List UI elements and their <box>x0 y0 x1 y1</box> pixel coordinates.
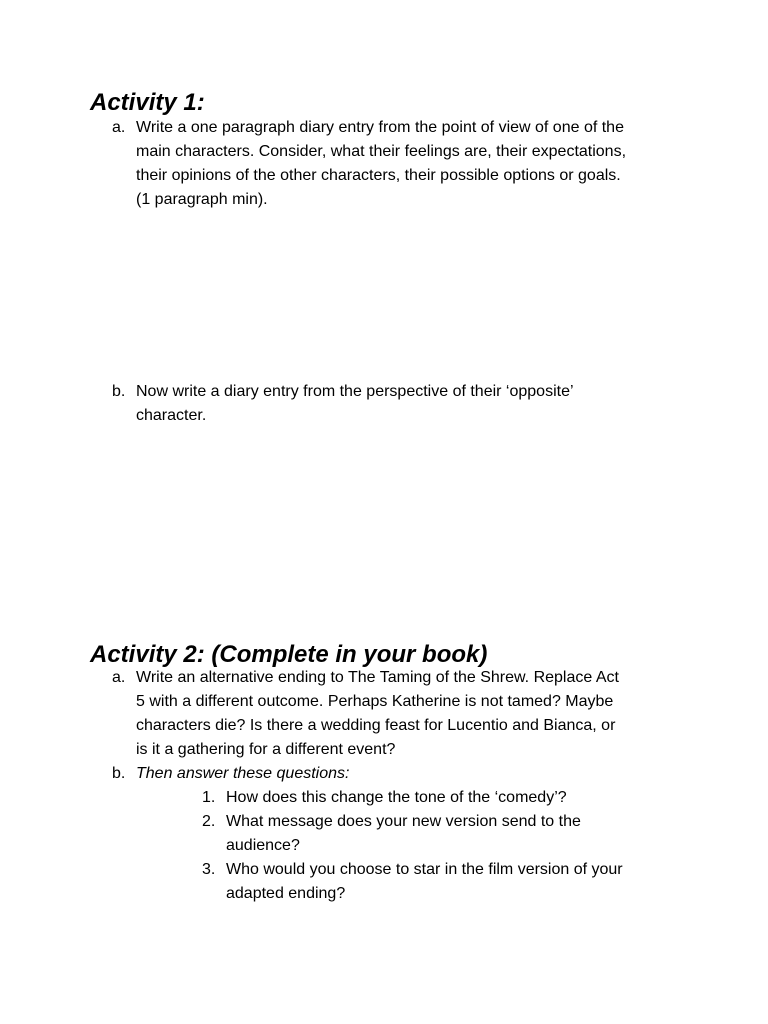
question-text <box>226 786 682 810</box>
question-text <box>226 858 682 906</box>
text-line: is it a gathering for a different event? <box>136 741 396 758</box>
list-marker: b. <box>112 765 126 782</box>
list-marker: 1. <box>202 789 216 806</box>
question-3 <box>202 858 682 906</box>
text-line: main characters. Consider, what their feelings are, their expectations, <box>136 143 627 160</box>
activity-2-heading: Activity 2: (Complete in your book) <box>90 641 488 668</box>
text-line: Now write a diary entry from the perspective of their ‘opposite’ <box>136 383 574 400</box>
question-1 <box>202 786 682 810</box>
item-text <box>136 666 712 762</box>
text-line: What message does your new version send to the <box>226 813 581 830</box>
activity-1-heading: Activity 1: <box>90 89 205 116</box>
list-marker: 2. <box>202 813 216 830</box>
text-line: How does this change the tone of the ‘comedy’? <box>226 789 567 806</box>
activity-2-item-b <box>112 762 712 786</box>
item-text <box>136 762 712 786</box>
question-2 <box>202 810 682 858</box>
text-line: characters die? Is there a wedding feast for Lucentio and Bianca, or <box>136 717 616 734</box>
text-line: adapted ending? <box>226 885 346 902</box>
text-line: character. <box>136 407 207 424</box>
text-line: 5 with a different outcome. Perhaps Katherine is not tamed? Maybe <box>136 693 614 710</box>
activity-1-item-b <box>112 380 712 428</box>
item-text <box>136 116 712 212</box>
activity-2-item-a <box>112 666 712 762</box>
text-line: Write an alternative ending to The Taming of the Shrew. Replace Act <box>136 669 619 686</box>
text-line: their opinions of the other characters, their possible options or goals. <box>136 167 621 184</box>
list-marker: 3. <box>202 861 216 878</box>
text-line: Then answer these questions: <box>136 765 350 782</box>
item-text <box>136 380 712 428</box>
activity-1-item-a <box>112 116 712 212</box>
list-marker: a. <box>112 669 126 686</box>
list-marker: a. <box>112 119 126 136</box>
text-line: Write a one paragraph diary entry from the point of view of one of the <box>136 119 624 136</box>
question-text <box>226 810 682 858</box>
list-marker: b. <box>112 383 126 400</box>
text-line: (1 paragraph min). <box>136 191 268 208</box>
text-line: audience? <box>226 837 300 854</box>
text-line: Who would you choose to star in the film version of your <box>226 861 623 878</box>
